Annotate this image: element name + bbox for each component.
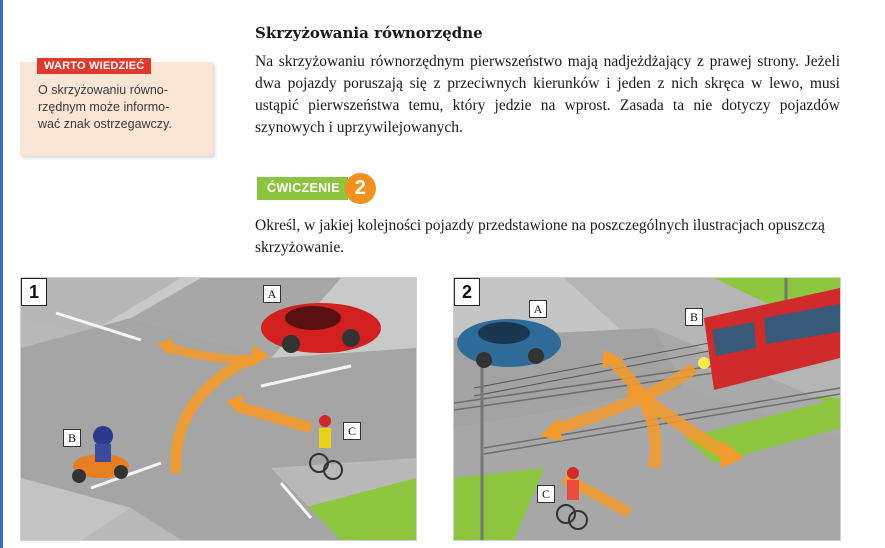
section-paragraph: Na skrzyżowaniu równorzędnym pierwszeństwo mają nadjeżdżający z prawej strony. Jeżeli dwa pojazdy poruszają się z przeciwnych kierunków i jeden z nich skręca w lewo, musi ustąpić pierwszeństwa temu, który jedzie na wprost. Zasada ta nie dotyczy pojazdów szynowych i uprzywilejowanych. [255,53,840,136]
exercise-label: ĆWICZENIE [257,177,348,200]
exercise-badge [257,177,376,200]
did-you-know-text: O skrzyżowaniu równo- rzędnym może informo- wać znak ostrzegawczy. [38,83,172,131]
label-car-a-1: A [263,285,281,303]
exercise-instruction: Określ, w jakiej kolejności pojazdy przedstawione na poszczególnych ilustracjach opuszczą skrzyżowanie. [255,217,825,256]
did-you-know-label: WARTO WIEDZIEĆ [37,58,151,74]
intersection-1-drawing [21,278,416,540]
label-car-a-2: A [529,300,547,318]
illustration-2 [453,277,841,541]
did-you-know-box [20,62,213,156]
illustration-1-number: 1 [21,278,47,306]
intersection-2-drawing [454,278,840,540]
section-title: Skrzyżowania równorzędne [255,24,483,42]
illustration-2-number: 2 [454,278,480,306]
red-car-a [261,303,381,353]
label-cyclist-c-2: C [537,485,555,503]
label-scooter-b-1: B [63,429,81,447]
illustration-1 [20,277,417,541]
exercise-number: 2 [345,173,376,204]
label-cyclist-c-1: C [343,422,361,440]
label-tram-b-2: B [685,308,703,326]
page-edge-rule [0,0,3,548]
